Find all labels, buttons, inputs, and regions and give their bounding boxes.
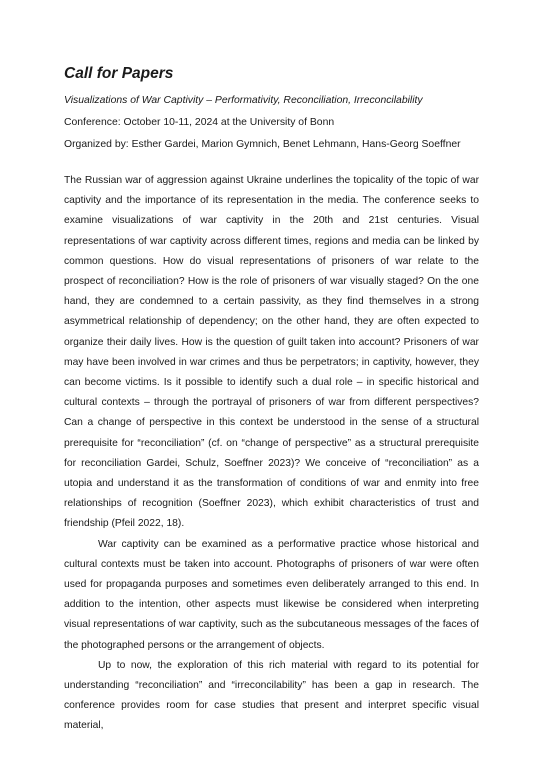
organizers: Organized by: Esther Gardei, Marion Gymnich, Benet Lehmann, Hans-Georg Soeffner: [64, 139, 461, 150]
conference-date: Conference: October 10-11, 2024 at the University of Bonn: [64, 117, 335, 128]
body-paragraph-2: War captivity can be examined as a performative practice whose historical and cultural contexts must be taken into account. Photographs of prisoners of war were often used for propaganda purposes and sometimes even deliberately arranged to this end. In addition to the intention, other aspects must likewise be considered when interpreting visual representations of war captivity, such as the subcutaneous messages of the faces of the photographed persons or the arrangement of objects.: [64, 538, 479, 651]
body-paragraph-1: The Russian war of aggression against Ukraine underlines the topicality of the topic of war captivity and the importance of its representation in the media. The conference seeks to examine visualizations of war captivity in the 20th and 21st centuries. Visual representations of war captivity across different times, regions and media can be linked by common questions. How do visual representations of prisoners of war relate to the prospect of reconciliation? How is the role of prisoners of war visually staged? On the one hand, they are condemned to a certain passivity, as they find themselves in a strong asymmetrical relationship of dependency; on the other hand, they are often expected to organize their daily lives. How is the question of guilt taken into account? Prisoners of war may have been involved in war crimes and thus be perpetrators; in captivity, however, they can become victims. Is it possible to identify such a dual role – in specific historical and cultural contexts – through the portrayal of prisoners of war from different perspectives? Can a change of perspective in this context be understood in the sense of a structural prerequisite for “reconciliation” (cf. on “change of perspective” as a structural prerequisite for reconciliation Gardei, Schulz, Soeffner 2023)? We conceive of “reconciliation” as a utopia and understand it as the transformation of conditions of war and enmity into free relationships of recognition (Soeffner 2023), which exhibit characteristics of trust and friendship (Pfeil 2022, 18).: [64, 175, 479, 530]
document-body: [64, 171, 479, 737]
document-subtitle: Visualizations of War Captivity – Performativity, Reconciliation, Irreconcilability: [64, 95, 423, 106]
document-title: Call for Papers: [64, 65, 174, 82]
body-paragraph-3: Up to now, the exploration of this rich material with regard to its potential for understanding “reconciliation” and “irreconcilability” has been a gap in research. The conference provides room for case studies that present and interpret specific visual material,: [64, 659, 479, 732]
